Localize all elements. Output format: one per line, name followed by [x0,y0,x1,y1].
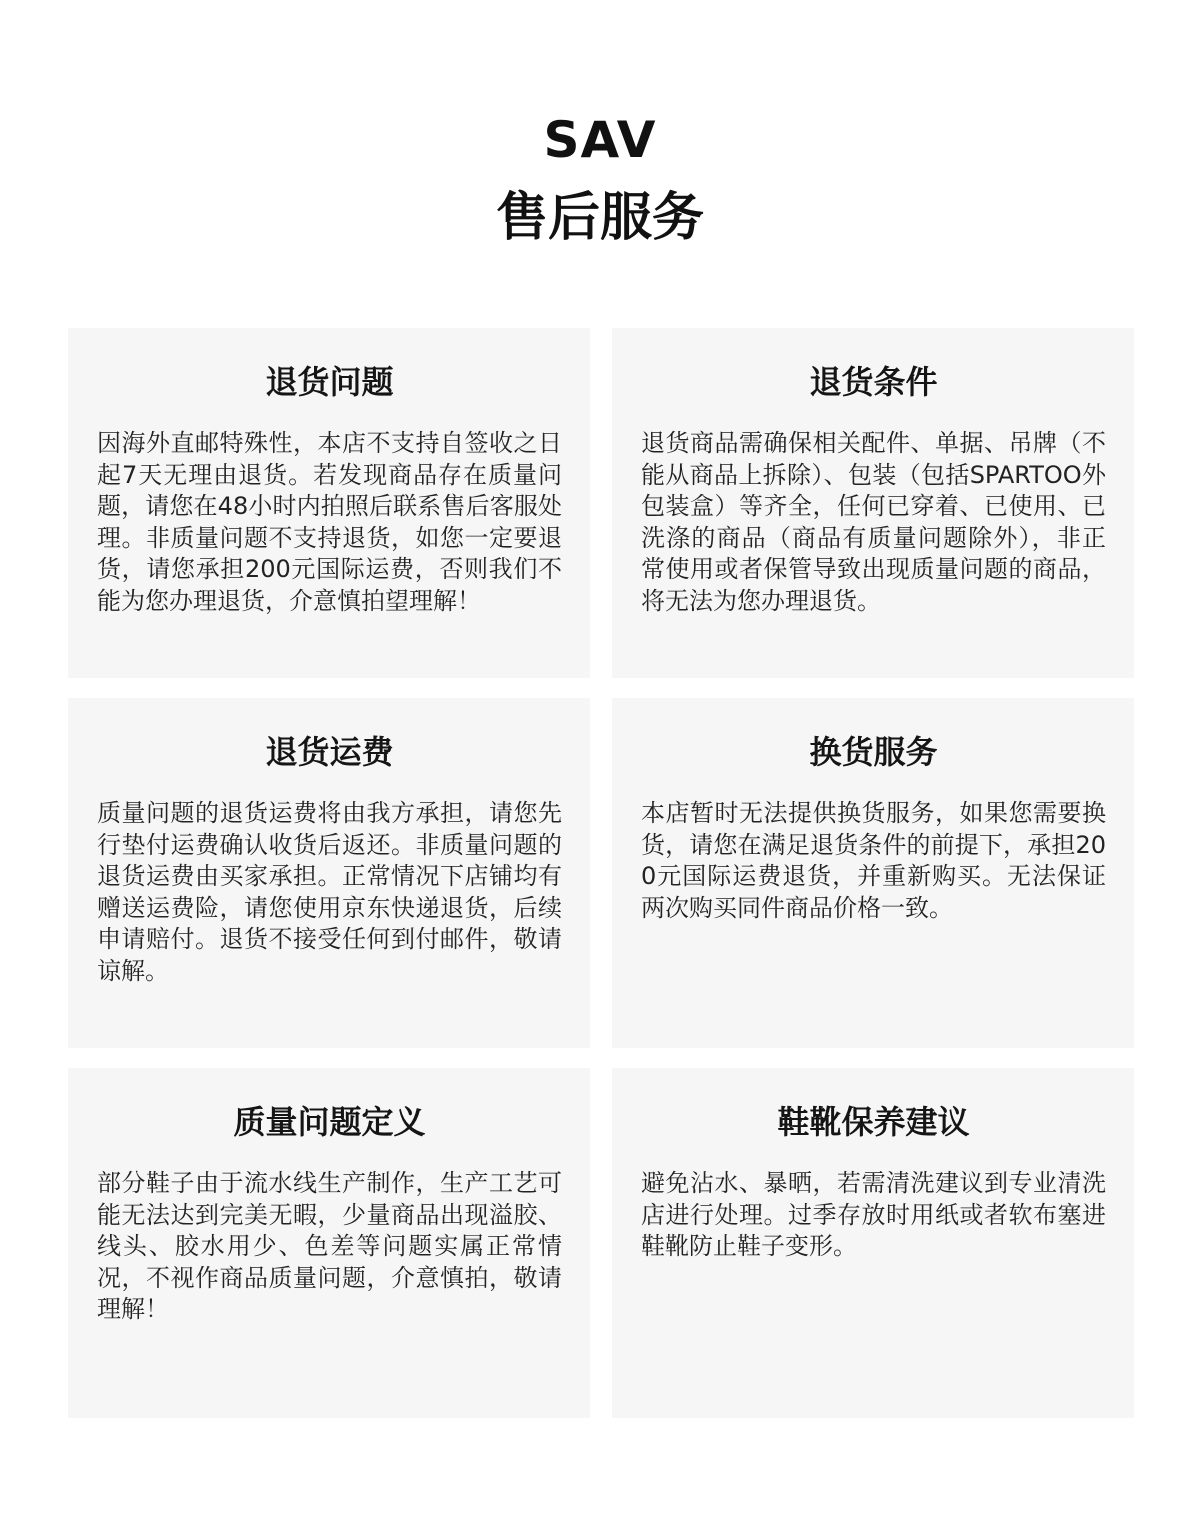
policy-grid [68,328,1134,1418]
card-body: 因海外直邮特殊性，本店不支持自签收之日起7天无理由退货。若发现商品存在质量问题，请您在48小时内拍照后联系售后客服处理。非质量问题不支持退货，如您一定要退货，请您承担200元国际运费，否则我们不能为您办理退货，介意慎拍望理解！ [97,429,562,615]
card-title: 退货问题 [265,363,394,401]
card-return-shipping [68,698,590,1048]
card-return-conditions [612,328,1134,678]
page-title-cn: 售后服务 [495,188,704,248]
page-title-en: SAV [543,111,657,169]
card-body: 部分鞋子由于流水线生产制作，生产工艺可能无法达到完美无暇，少量商品出现溢胶、线头、胶水用少、色差等问题实属正常情况，不视作商品质量问题，介意慎拍，敬请理解！ [97,1169,562,1323]
card-title: 退货运费 [265,733,394,771]
card-quality-definition [68,1068,590,1418]
card-body: 避免沾水、暴晒，若需清洗建议到专业清洗店进行处理。过季存放时用纸或者软布塞进鞋靴防止鞋子变形。 [641,1169,1106,1260]
card-title: 退货条件 [809,363,938,401]
card-body: 退货商品需确保相关配件、单据、吊牌（不能从商品上拆除）、包装（包括SPARTOO外包装盒）等齐全，任何已穿着、已使用、已洗涤的商品（商品有质量问题除外），非正常使用或者保管导致出现质量问题的商品，将无法为您办理退货。 [641,429,1106,615]
card-title: 换货服务 [809,733,938,771]
card-exchange-service [612,698,1134,1048]
card-shoe-care [612,1068,1134,1418]
card-body: 本店暂时无法提供换货服务，如果您需要换货，请您在满足退货条件的前提下，承担200元国际运费退货，并重新购买。无法保证两次购买同件商品价格一致。 [641,799,1106,922]
card-title: 质量问题定义 [233,1103,426,1141]
page-header [0,108,1200,258]
card-body: 质量问题的退货运费将由我方承担，请您先行垫付运费确认收货后返还。非质量问题的退货运费由买家承担。正常情况下店铺均有赠送运费险，请您使用京东快递退货，后续申请赔付。退货不接受任何到付邮件，敬请谅解。 [97,799,562,985]
card-return-issues [68,328,590,678]
card-title: 鞋靴保养建议 [777,1103,970,1141]
